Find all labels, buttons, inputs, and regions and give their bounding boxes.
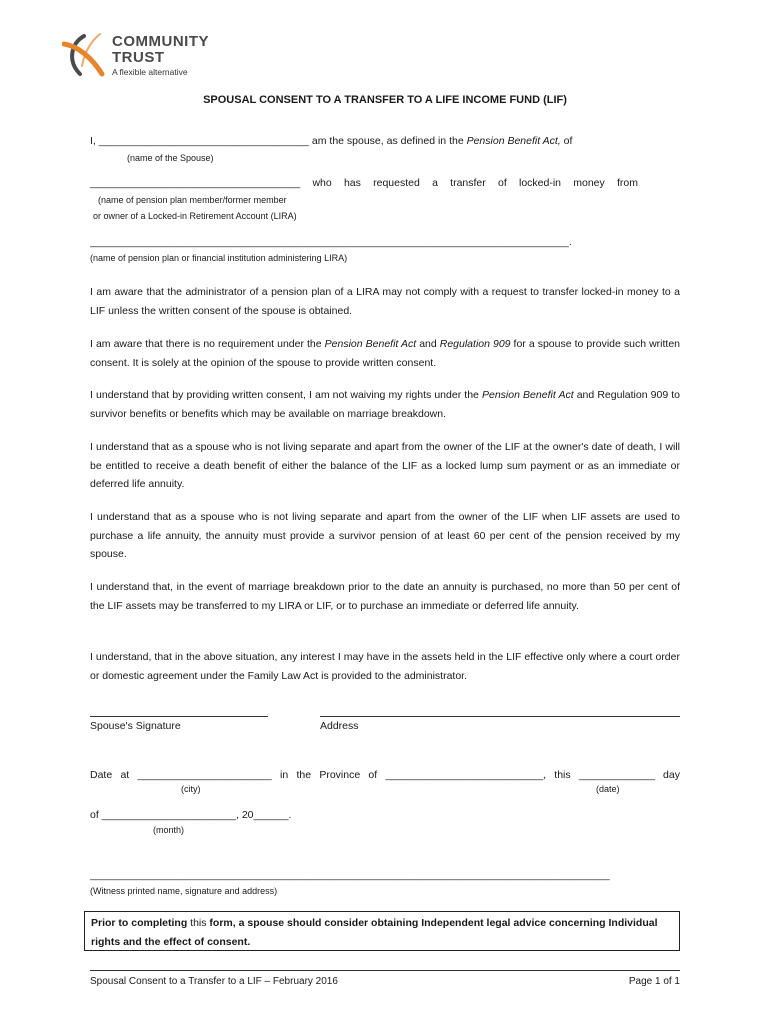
footer-rule — [90, 970, 680, 971]
p3-act-ref: Pension Benefit Act — [482, 389, 574, 401]
month-caption: (month) — [153, 825, 185, 835]
p2-act-ref: Pension Benefit Act — [324, 338, 417, 350]
paragraph-court-order: I understand, that in the above situation, any interest I may have in the assets held in the LIF effective only where a court order or domestic agreement under the Family Law Act is provided to the administrator. — [90, 651, 680, 682]
member-name-line: ____________________________________ who has requested a transfer of locked-in money from — [90, 177, 638, 189]
footer-page-number: Page 1 of 1 — [628, 976, 680, 987]
paragraph-not-waiving-rights — [90, 386, 680, 423]
date-caption: (date) — [596, 784, 620, 794]
p2-text-c: for a spouse to provide such written consent. It is solely at the opinion of the spouse to provide written consent. — [90, 338, 681, 369]
spouse-name-line-start: I, ____________________________________ am the spouse, as defined in the — [90, 135, 467, 147]
p2-text-b: and — [416, 338, 440, 350]
notice-text-b: form, a spouse should consider obtaining Independent legal advice concerning Individual rights and the effect of consent. — [91, 917, 658, 948]
administrator-line: __________________________________________________________________________________. — [90, 236, 572, 248]
p3-text-a: I understand that by providing written consent, I am not waiving my rights under the — [90, 389, 482, 401]
notice-text-a: Prior to completing — [91, 917, 191, 929]
administrator-caption: (name of pension plan or financial institution administering LIRA) — [90, 253, 348, 263]
p3-text-b: and Regulation 909 to survivor benefits or benefits which may be available on marriage breakdown. — [90, 389, 681, 420]
date-place-line[interactable]: Date at _______________________ in the Province of ___________________________, this _____________ day — [90, 769, 680, 781]
spouse-name-line-end: of — [560, 135, 573, 147]
witness-caption: (Witness printed name, signature and address) — [90, 886, 278, 896]
address-label: Address — [320, 720, 359, 732]
logo-wordmark-trust: TRUST — [112, 49, 165, 66]
footer-document-name: Spousal Consent to a Transfer to a LIF – February 2016 — [90, 976, 338, 987]
paragraph-marriage-breakdown: I understand that, in the event of marriage breakdown prior to the date an annuity is purchased, no more than 50 per cent of the LIF assets may be transferred to my LIRA or LIF, or to purchase an immediate or deferred life annuity. — [90, 581, 680, 612]
company-logo — [62, 30, 222, 82]
spouse-signature-label: Spouse's Signature — [90, 720, 181, 732]
member-caption-2: or owner of a Locked-in Retirement Account (LIRA) — [93, 211, 297, 221]
spouse-name-line — [90, 132, 572, 151]
paragraph-death-benefit: I understand that as a spouse who is not living separate and apart from the owner of the LIF at the owner's date of death, I will be entitled to receive a death benefit of either the balance of the LIF as a locked lump sum payment or as an immediate or deferred life annuity. — [90, 441, 680, 490]
document-title: SPOUSAL CONSENT TO A TRANSFER TO A LIFE INCOME FUND (LIF) — [203, 94, 567, 106]
logo-mark-icon — [62, 30, 112, 80]
witness-line[interactable]: _________________________________________________________________________________________ — [90, 869, 610, 881]
spouse-name-caption: (name of the Spouse) — [127, 153, 214, 163]
p2-regulation-ref: Regulation 909 — [439, 338, 511, 350]
city-caption: (city) — [181, 784, 201, 794]
pension-benefit-act-ref: Pension Benefit Act, — [466, 135, 561, 147]
paragraph-survivor-pension: I understand that as a spouse who is not living separate and apart from the owner of the LIF when LIF assets are used to purchase a life annuity, the annuity must provide a survivor pension of at least 60 per cent of the pension received by my spouse. — [90, 511, 680, 560]
address-line[interactable] — [320, 716, 680, 717]
notice-text-this: this — [190, 917, 207, 929]
month-year-line[interactable]: of _______________________, 20______. — [90, 809, 292, 821]
member-caption-1: (name of pension plan member/former member — [98, 195, 287, 205]
logo-tagline: A flexible alternative — [112, 67, 188, 77]
p2-text-a: I am aware that there is no requirement under the — [90, 338, 325, 350]
logo-wordmark-community: COMMUNITY — [112, 33, 209, 50]
legal-advice-notice — [84, 911, 680, 951]
paragraph-administrator-consent: I am aware that the administrator of a pension plan of a LIRA may not comply with a request to transfer locked-in money to a LIF unless the written consent of the spouse is obtained. — [90, 286, 680, 317]
paragraph-no-requirement — [90, 335, 680, 372]
